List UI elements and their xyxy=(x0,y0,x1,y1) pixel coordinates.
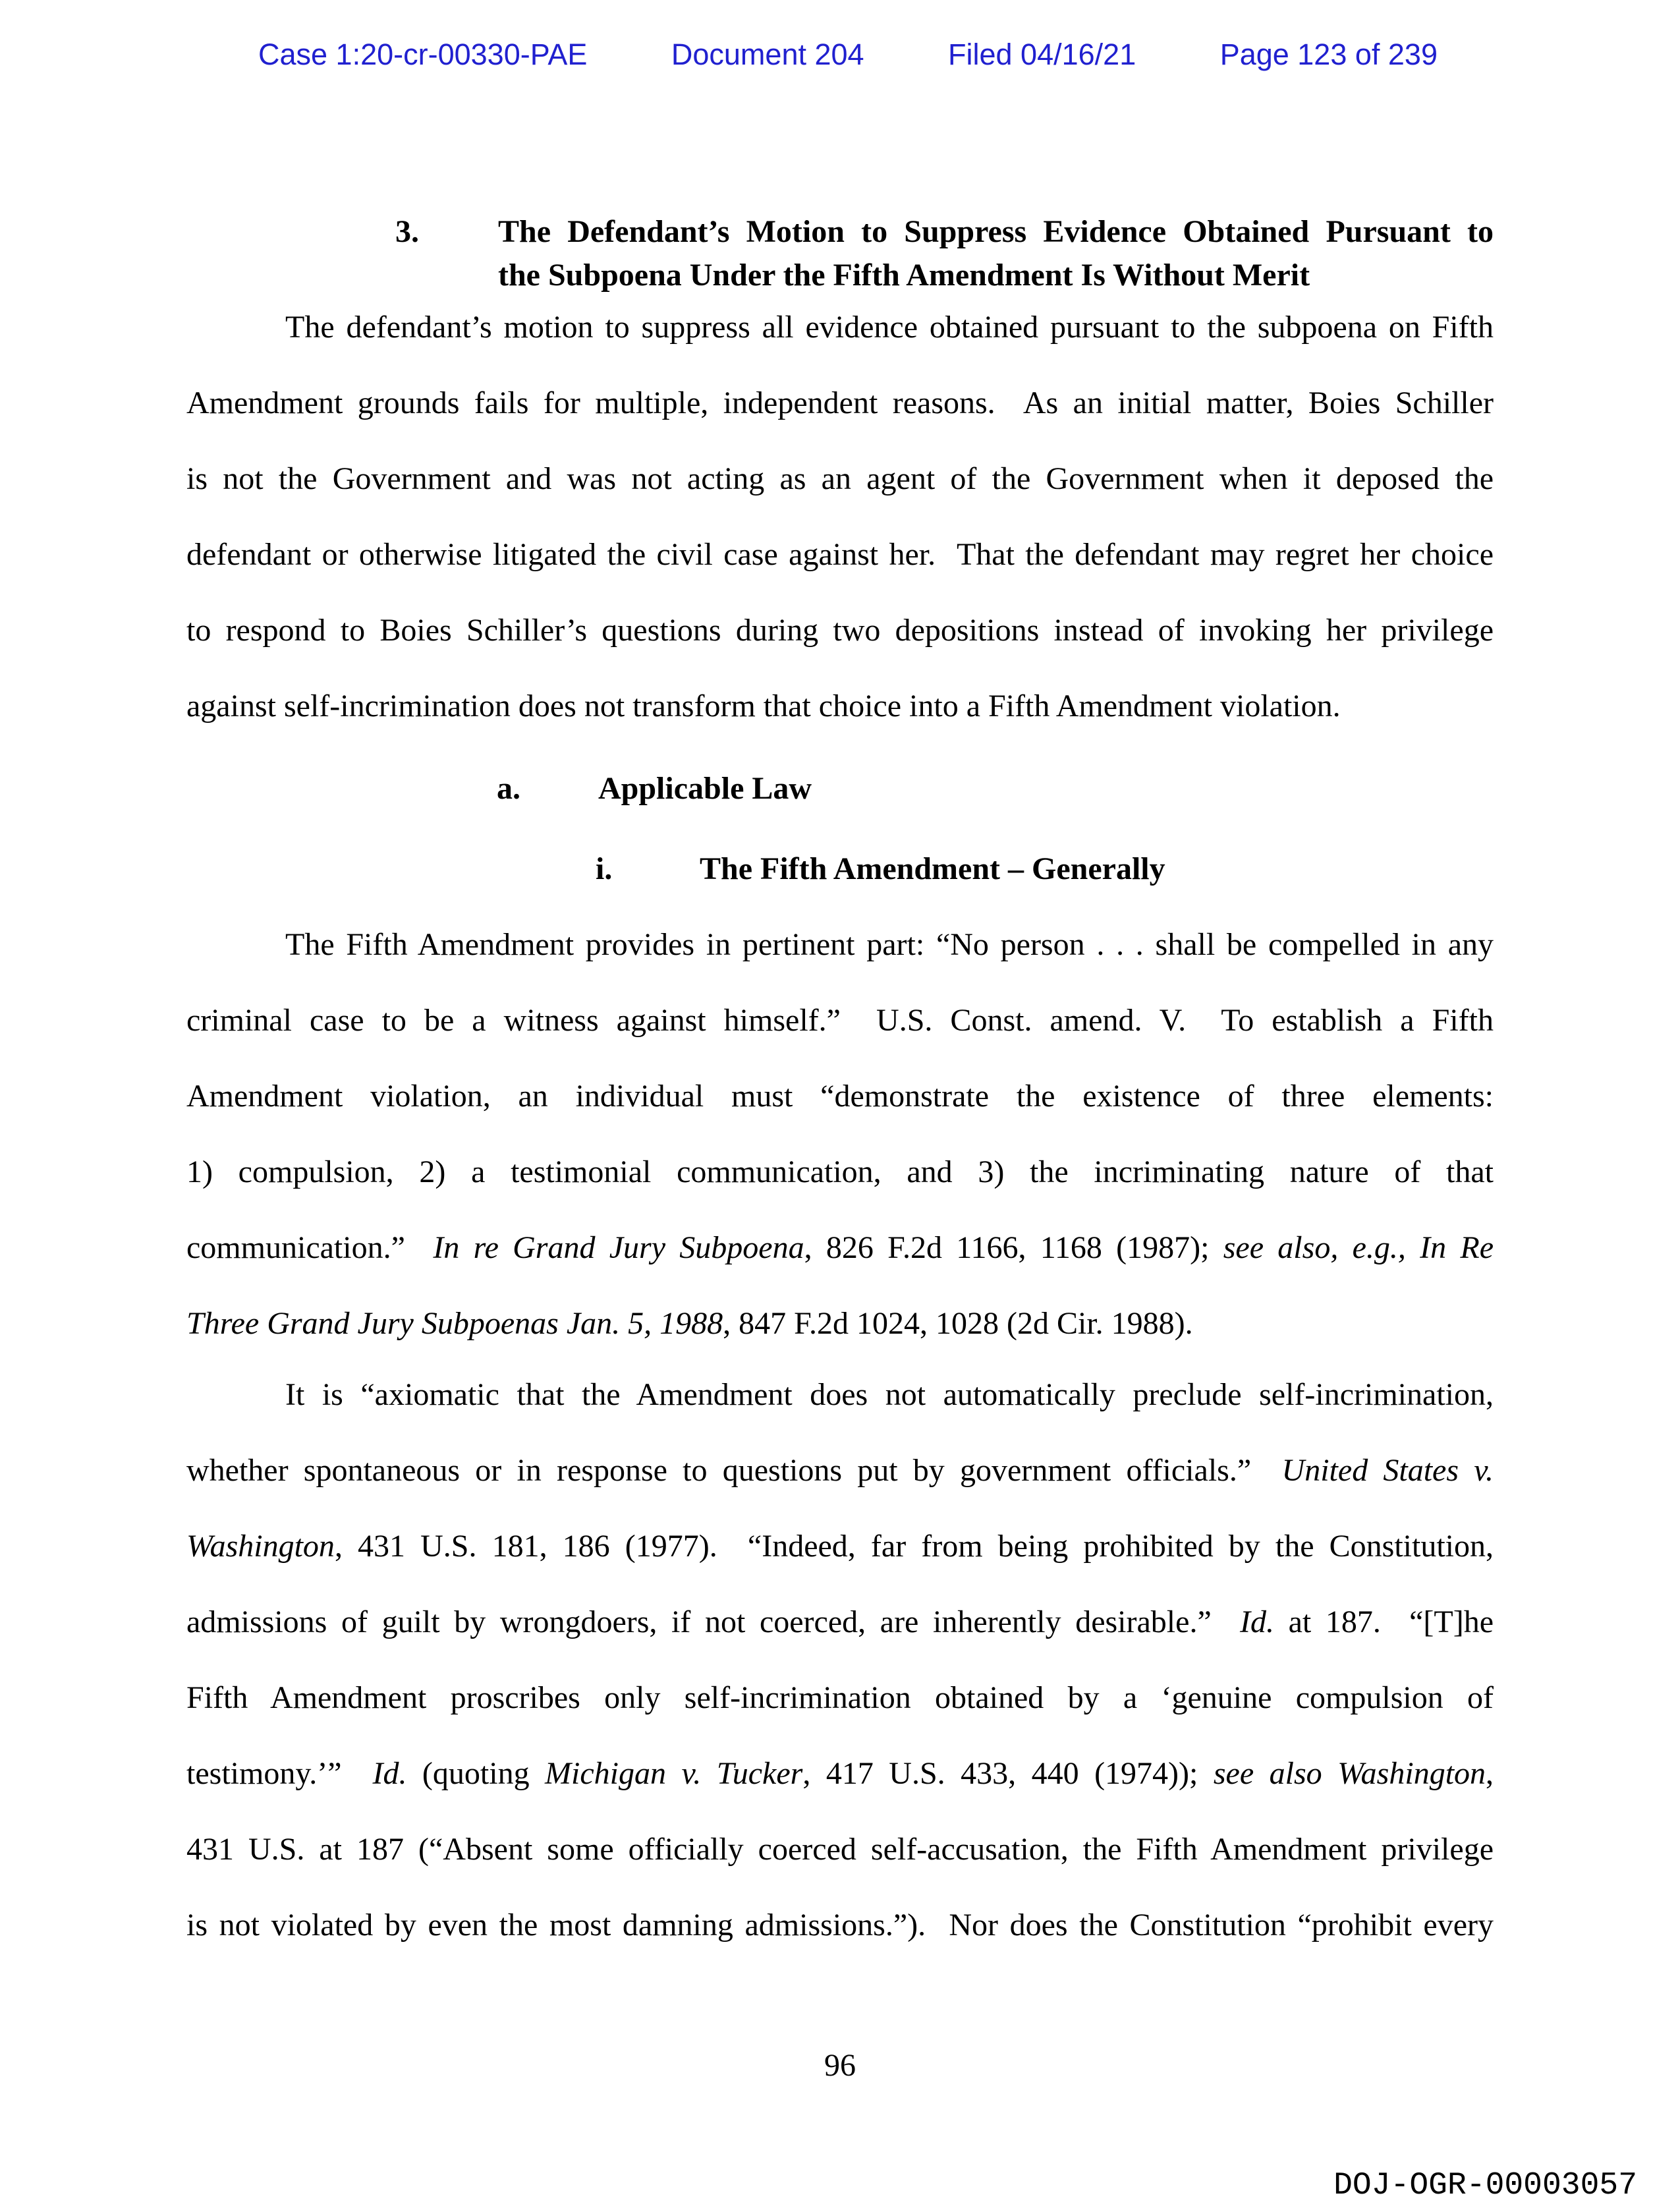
case-stamp-header xyxy=(258,38,1438,71)
sub-heading-i xyxy=(186,831,1494,907)
text-run: 1) compulsion, 2) a testimonial communication, and 3) the incriminating nature of that xyxy=(186,1154,1494,1189)
italic-run: Id. xyxy=(1240,1604,1274,1639)
text-run: , xyxy=(1486,1756,1494,1791)
heading-line: the Subpoena Under the Fifth Amendment Is Without Merit xyxy=(498,258,1310,293)
text-line xyxy=(186,1134,1494,1210)
text-run: Amendment violation, an individual must “demonstrate the existence of three elements: xyxy=(186,1079,1494,1114)
text-run: criminal case to be a witness against himself.” U.S. Const. amend. V. To establish a Fifth xyxy=(186,1003,1494,1038)
italic-run: see also, e.g., In Re xyxy=(1223,1230,1494,1265)
italic-run: United States v. xyxy=(1281,1453,1494,1488)
text-run: , 847 F.2d 1024, 1028 (2d Cir. 1988). xyxy=(723,1306,1193,1341)
text-run: at 187. “[T]he xyxy=(1274,1604,1494,1639)
text-line xyxy=(186,1660,1494,1736)
text-line xyxy=(186,1508,1494,1584)
text-run: to respond to Boies Schiller’s questions during two depositions instead of invoking her privilege xyxy=(186,613,1494,648)
text-line xyxy=(186,1584,1494,1660)
italic-run: Three Grand Jury Subpoenas Jan. 5, 1988 xyxy=(186,1306,723,1341)
heading-number: 3. xyxy=(395,214,419,249)
text-line xyxy=(186,365,1494,441)
heading-line: The Defendant’s Motion to Suppress Evidence Obtained Pursuant to xyxy=(498,214,1494,249)
text-run: Amendment grounds fails for multiple, independent reasons. As an initial matter, Boies Schiller xyxy=(186,385,1494,420)
text-line xyxy=(186,1286,1494,1361)
text-run: is not the Government and was not acting as an agent of the Government when it deposed the xyxy=(186,461,1494,496)
text-run: whether spontaneous or in response to questions put by government officials.” xyxy=(186,1453,1282,1488)
text-run: , 431 U.S. 181, 186 (1977). “Indeed, far from being prohibited by the Constitution, xyxy=(334,1529,1494,1564)
heading-label: The Fifth Amendment – Generally xyxy=(700,851,1165,886)
text-line xyxy=(186,1736,1494,1811)
italic-run: see also Washington xyxy=(1213,1756,1486,1791)
italic-run: Id. xyxy=(372,1756,407,1791)
text-line xyxy=(186,668,1494,744)
heading-text xyxy=(498,210,1494,297)
text-run: against self-incrimination does not transform that choice into a Fifth Amendment violation. xyxy=(186,689,1341,723)
text-line xyxy=(186,441,1494,517)
text-line xyxy=(186,1811,1494,1887)
text-run: Fifth Amendment proscribes only self-incrimination obtained by a ‘genuine compulsion of xyxy=(186,1680,1494,1715)
text-run: communication.” xyxy=(186,1230,434,1265)
italic-run: In re Grand Jury Subpoena xyxy=(433,1230,804,1265)
section-heading-3 xyxy=(186,210,1494,297)
text-run: (quoting xyxy=(406,1756,546,1791)
document-number: Document 204 xyxy=(671,38,864,71)
paragraph xyxy=(186,289,1494,744)
heading-label: Applicable Law xyxy=(598,771,812,806)
text-run: defendant or otherwise litigated the civil case against her. That the defendant may regret her choice xyxy=(186,537,1494,572)
text-run: The Fifth Amendment provides in pertinent part: “No person . . . shall be compelled in any xyxy=(285,927,1494,962)
sub-heading-a xyxy=(186,751,1494,826)
text-run: 431 U.S. at 187 (“Absent some officially coerced self-accusation, the Fifth Amendment privilege xyxy=(186,1832,1494,1867)
text-run: , 826 F.2d 1166, 1168 (1987); xyxy=(804,1230,1223,1265)
bates-stamp: DOJ-OGR-00003057 xyxy=(1333,2168,1637,2203)
case-number: Case 1:20-cr-00330-PAE xyxy=(258,38,588,71)
text-line xyxy=(186,1887,1494,1963)
text-line xyxy=(186,1432,1494,1508)
text-line xyxy=(186,592,1494,668)
text-line xyxy=(186,289,1494,365)
italic-run: Michigan v. Tucker xyxy=(545,1756,803,1791)
text-line xyxy=(186,982,1494,1058)
text-run: is not violated by even the most damning admissions.”). Nor does the Constitution “prohibit every xyxy=(186,1908,1494,1943)
paragraph xyxy=(186,1357,1494,1963)
filed-date: Filed 04/16/21 xyxy=(948,38,1136,71)
text-line xyxy=(186,1210,1494,1286)
heading-number: i. xyxy=(596,851,613,886)
text-run: testimony.’” xyxy=(186,1756,373,1791)
page-indicator: Page 123 of 239 xyxy=(1219,38,1438,71)
heading-number: a. xyxy=(497,771,520,806)
paragraph xyxy=(186,907,1494,1361)
page-number: 96 xyxy=(824,2048,856,2083)
text-line xyxy=(186,907,1494,982)
italic-run: Washington xyxy=(186,1529,335,1564)
text-line xyxy=(186,1357,1494,1432)
text-line xyxy=(186,1058,1494,1134)
text-line xyxy=(186,517,1494,592)
text-run: , 417 U.S. 433, 440 (1974)); xyxy=(802,1756,1214,1791)
text-run: admissions of guilt by wrongdoers, if not coerced, are inherently desirable.” xyxy=(186,1604,1240,1639)
text-run: The defendant’s motion to suppress all evidence obtained pursuant to the subpoena on Fifth xyxy=(285,310,1494,345)
text-run: It is “axiomatic that the Amendment does not automatically preclude self-incrimination, xyxy=(285,1377,1494,1412)
